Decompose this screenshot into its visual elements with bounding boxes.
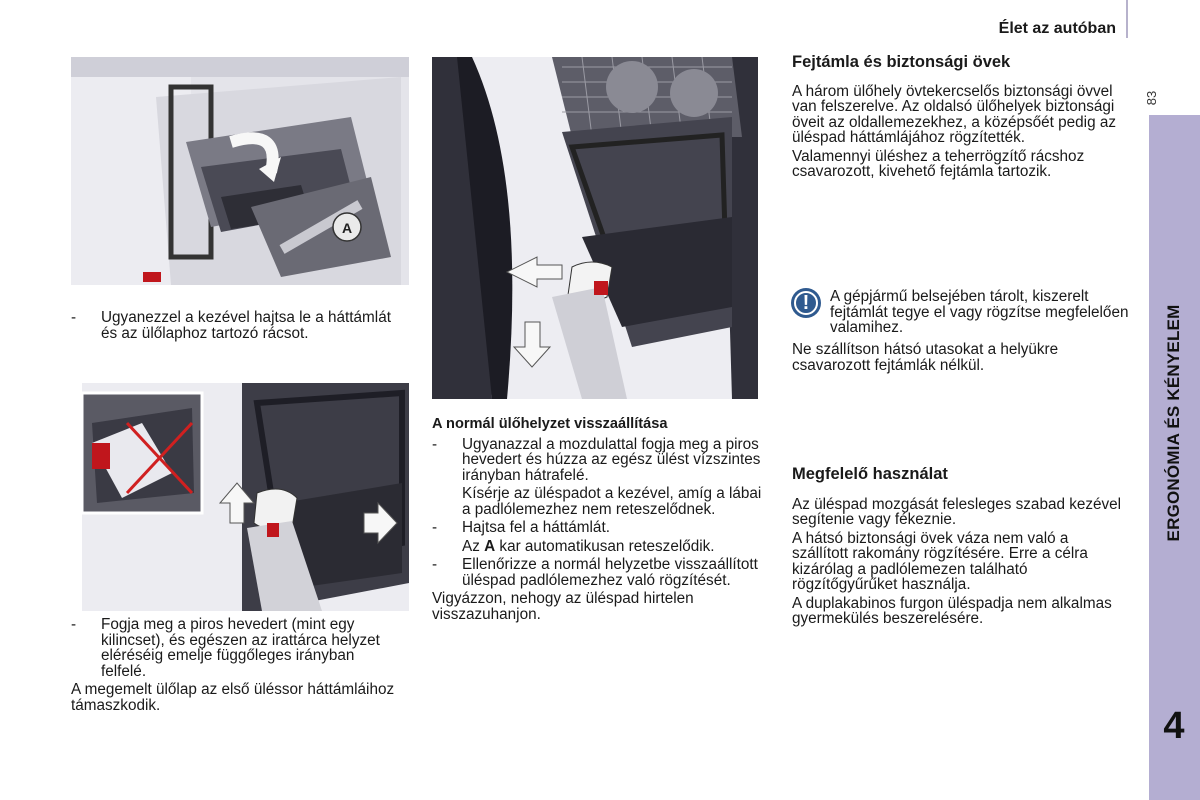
bullet-dash: - bbox=[432, 435, 438, 453]
restore-item-2: Hajtsa fel a háttámlát. bbox=[462, 519, 610, 536]
proper-use-section bbox=[792, 467, 1128, 627]
headrest-heading: Fejtámla és biztonsági övek bbox=[792, 53, 1011, 71]
restore-item-1: Ugyanazzal a mozdulattal fogja meg a piros hevedert és húzza az egész ülést vízszintes irányban hátrafelé. bbox=[462, 435, 761, 484]
lever-marker-label: A bbox=[341, 220, 353, 236]
chapter-number: 4 bbox=[1163, 705, 1185, 747]
warning-text-2: Ne szállítson hátsó utasokat a helyükre csavarozott fejtámlák nélkül. bbox=[792, 341, 1059, 374]
chapter-label bbox=[1151, 304, 1197, 542]
warning-text: A gépjármű belsejében tárolt, kiszerelt fejtámlát tegye el vagy rögzítse megfelelően valamihez. bbox=[830, 288, 1129, 336]
header-divider bbox=[1126, 0, 1128, 38]
bullet-dash: - bbox=[432, 556, 438, 573]
bullet-dash: - bbox=[71, 616, 77, 633]
lever-a-reference: A bbox=[484, 537, 496, 555]
restore-item-2-sub bbox=[432, 539, 766, 555]
illustration-seat-pull-back bbox=[432, 57, 758, 399]
instruction-step-2 bbox=[71, 617, 401, 713]
bullet-dash: - bbox=[71, 309, 77, 326]
restore-section bbox=[432, 417, 766, 622]
note-text: A megemelt ülőlap az első üléssor háttámláihoz támaszkodik. bbox=[71, 681, 395, 714]
section-title: Élet az autóban bbox=[998, 20, 1116, 37]
illustration-lift-seat bbox=[82, 383, 409, 611]
proper-use-para-2: A hátsó biztonsági övek váza nem való a szállított rakomány rögzítésére. Erre a célra kizárólag a padlólemezen található rögzítőgyűrűket használja. bbox=[792, 529, 1088, 593]
headrest-para-1: A három ülőhely övtekercselős biztonsági övvel van felszerelve. Az oldalsó ülőhelyek biztonsági öveit az oldallemezekhez, a középsőét pedig az üléspad háttámlájához rögzítették. bbox=[792, 82, 1116, 146]
restore-item-2-sub-pre: Az bbox=[462, 537, 485, 555]
step-2-text: Fogja meg a piros hevedert (mint egy kilincset), és egészen az irattárca helyzet eléréséig emelje függőleges irányban felfelé. bbox=[101, 616, 380, 680]
proper-use-heading: Megfelelő használat bbox=[792, 465, 948, 483]
restore-item-3: Ellenőrizze a normál helyzetbe visszaállított üléspad padlólemezhez való rögzítését. bbox=[462, 556, 758, 589]
restore-item-1-sub: Kísérje az üléspadot a kezével, amíg a lábai a padlólemezhez nem reteszelődnek. bbox=[462, 485, 762, 518]
proper-use-para-1: Az üléspad mozgását felesleges szabad kezével segítenie vagy fékeznie. bbox=[792, 495, 1122, 528]
exclamation-icon: ! bbox=[791, 288, 821, 318]
restore-item-2-sub-post: kar automatikusan reteszelődik. bbox=[495, 537, 715, 555]
step-1-text: Ugyanezzel a kezével hajtsa le a háttámlát és az ülőlaphoz tartozó rácsot. bbox=[101, 309, 391, 342]
bullet-dash: - bbox=[432, 519, 438, 536]
headrest-section bbox=[792, 55, 1128, 180]
page-number: 83 bbox=[1144, 90, 1159, 106]
proper-use-para-3: A duplakabinos furgon üléspadja nem alkalmas gyermekülés beszerelésére. bbox=[792, 594, 1112, 627]
instruction-step-1 bbox=[71, 310, 401, 341]
chapter-label-text: ERGONÓMIA ÉS KÉNYELEM bbox=[1164, 304, 1183, 542]
headrest-para-2: Valamennyi üléshez a teherrögzítő rácshoz csavarozott, kivehető fejtámla tartozik. bbox=[792, 147, 1085, 180]
restore-heading: A normál ülőhelyzet visszaállítása bbox=[432, 416, 668, 432]
illustration-fold-backrest bbox=[71, 57, 409, 285]
caution-text: Vigyázzon, nehogy az üléspad hirtelen visszazuhanjon. bbox=[432, 590, 694, 623]
